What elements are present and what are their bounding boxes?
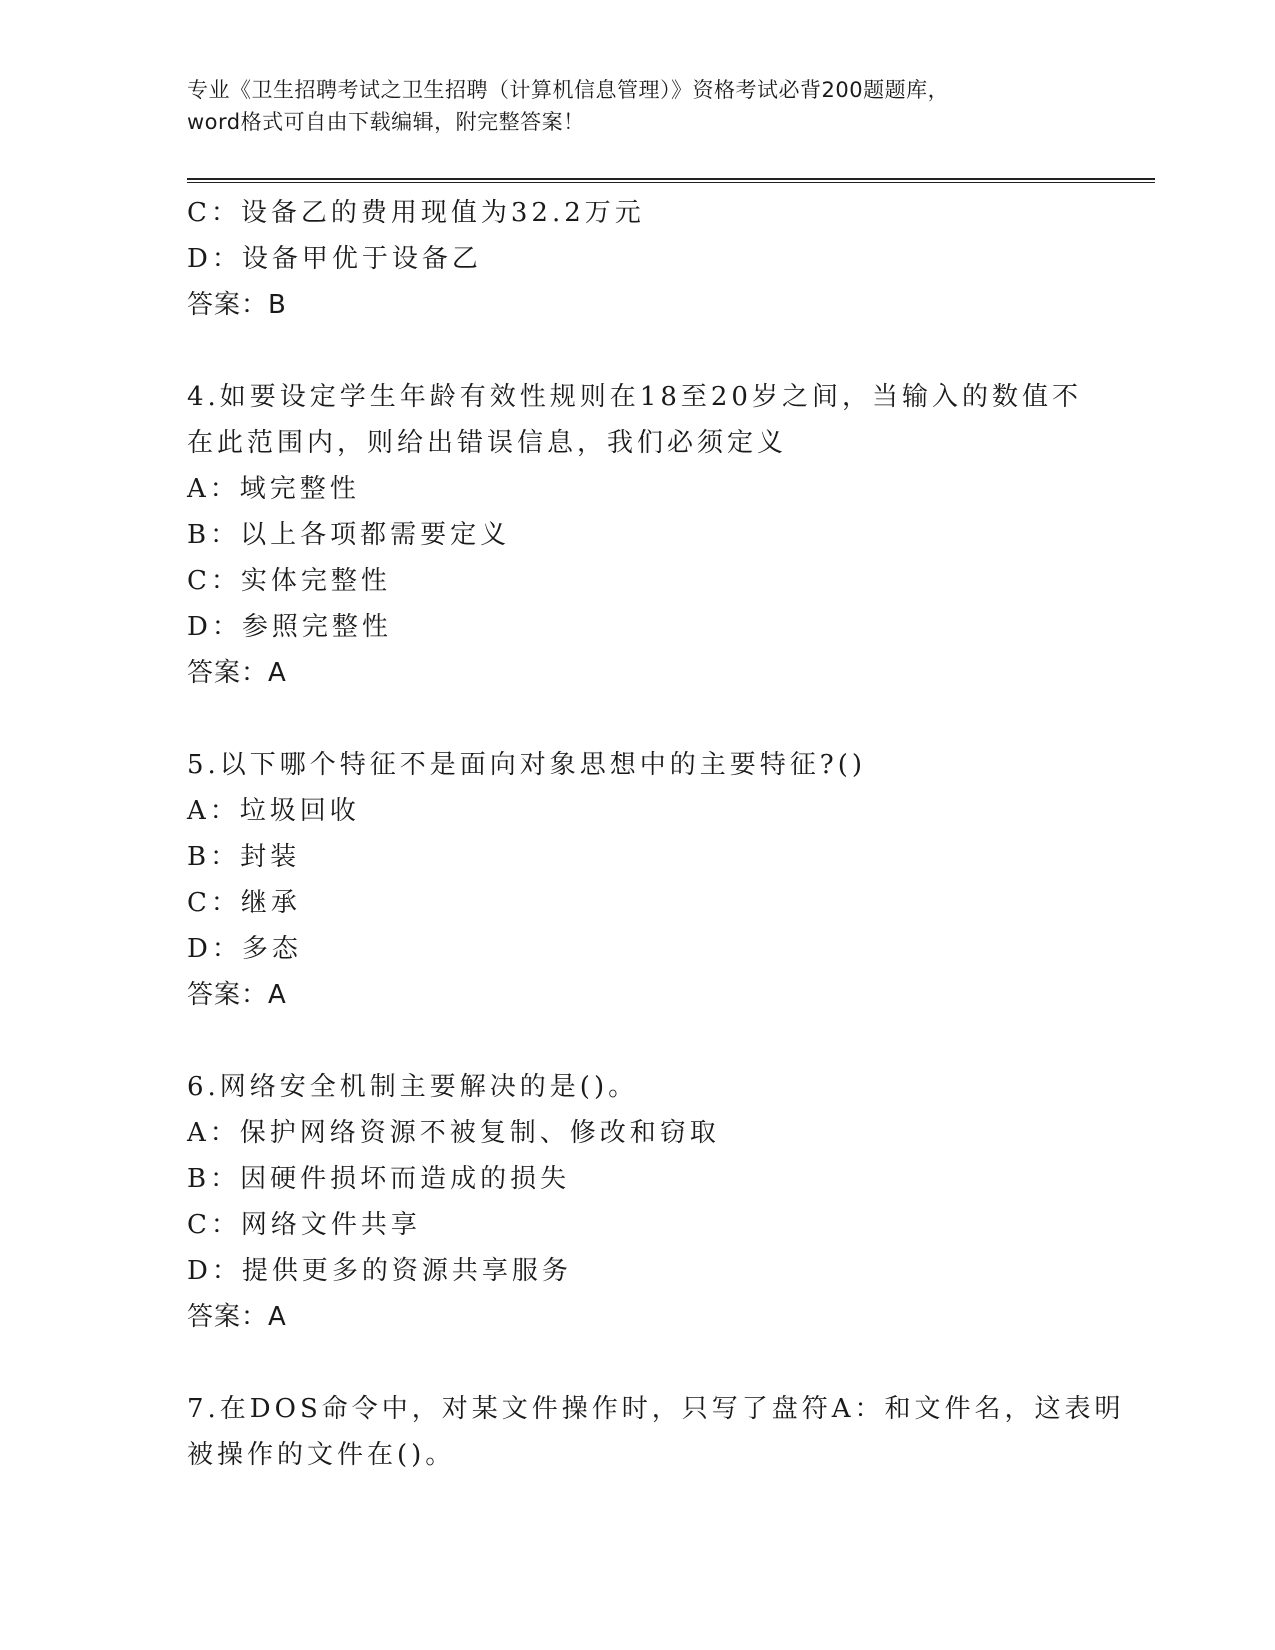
answer-line: 答案：A bbox=[187, 980, 287, 1010]
option-b: B：因硬件损坏而造成的损失 bbox=[187, 1164, 571, 1194]
header-divider bbox=[187, 178, 1155, 183]
option-c: C：设备乙的费用现值为32.2万元 bbox=[187, 198, 645, 228]
question-6 bbox=[187, 1064, 1127, 1340]
answer-line: 答案：A bbox=[187, 1302, 287, 1332]
question-stem: 在此范围内，则给出错误信息，我们必须定义 bbox=[187, 428, 788, 458]
option-d: D：设备甲优于设备乙 bbox=[187, 244, 482, 274]
spacer bbox=[187, 696, 1127, 742]
question-5 bbox=[187, 742, 1127, 1018]
header-title-line-1: 专业《卫生招聘考试之卫生招聘（计算机信息管理）》资格考试必背200题题库， bbox=[187, 78, 950, 102]
spacer bbox=[187, 1018, 1127, 1064]
document-header bbox=[187, 74, 1087, 138]
option-d: D：参照完整性 bbox=[187, 612, 392, 642]
answer-line: 答案：B bbox=[187, 290, 287, 320]
question-list bbox=[187, 190, 1127, 1478]
option-b: B：封装 bbox=[187, 842, 301, 872]
question-stem: 被操作的文件在()。 bbox=[187, 1440, 456, 1470]
spacer bbox=[187, 328, 1127, 374]
answer-line: 答案：A bbox=[187, 658, 287, 688]
option-c: C：网络文件共享 bbox=[187, 1210, 421, 1240]
spacer bbox=[187, 1340, 1127, 1386]
option-c: C：实体完整性 bbox=[187, 566, 391, 596]
header-title-line-2: word格式可自由下载编辑，附完整答案！ bbox=[187, 110, 585, 134]
option-d: D：多态 bbox=[187, 934, 302, 964]
option-a: A：保护网络资源不被复制、修改和窃取 bbox=[187, 1118, 720, 1148]
option-a: A：域完整性 bbox=[187, 474, 360, 504]
question-stem: 6.网络安全机制主要解决的是()。 bbox=[187, 1072, 639, 1102]
option-c: C：继承 bbox=[187, 888, 301, 918]
option-d: D：提供更多的资源共享服务 bbox=[187, 1256, 572, 1286]
option-b: B：以上各项都需要定义 bbox=[187, 520, 511, 550]
question-stem: 5.以下哪个特征不是面向对象思想中的主要特征?() bbox=[187, 750, 867, 780]
option-a: A：垃圾回收 bbox=[187, 796, 360, 826]
question-7 bbox=[187, 1386, 1127, 1478]
question-stem: 4.如要设定学生年龄有效性规则在18至20岁之间，当输入的数值不 bbox=[187, 382, 1082, 412]
question-4 bbox=[187, 374, 1127, 696]
question-3-tail bbox=[187, 190, 1127, 328]
question-stem: 7.在DOS命令中，对某文件操作时，只写了盘符A：和文件名，这表明 bbox=[187, 1394, 1125, 1424]
